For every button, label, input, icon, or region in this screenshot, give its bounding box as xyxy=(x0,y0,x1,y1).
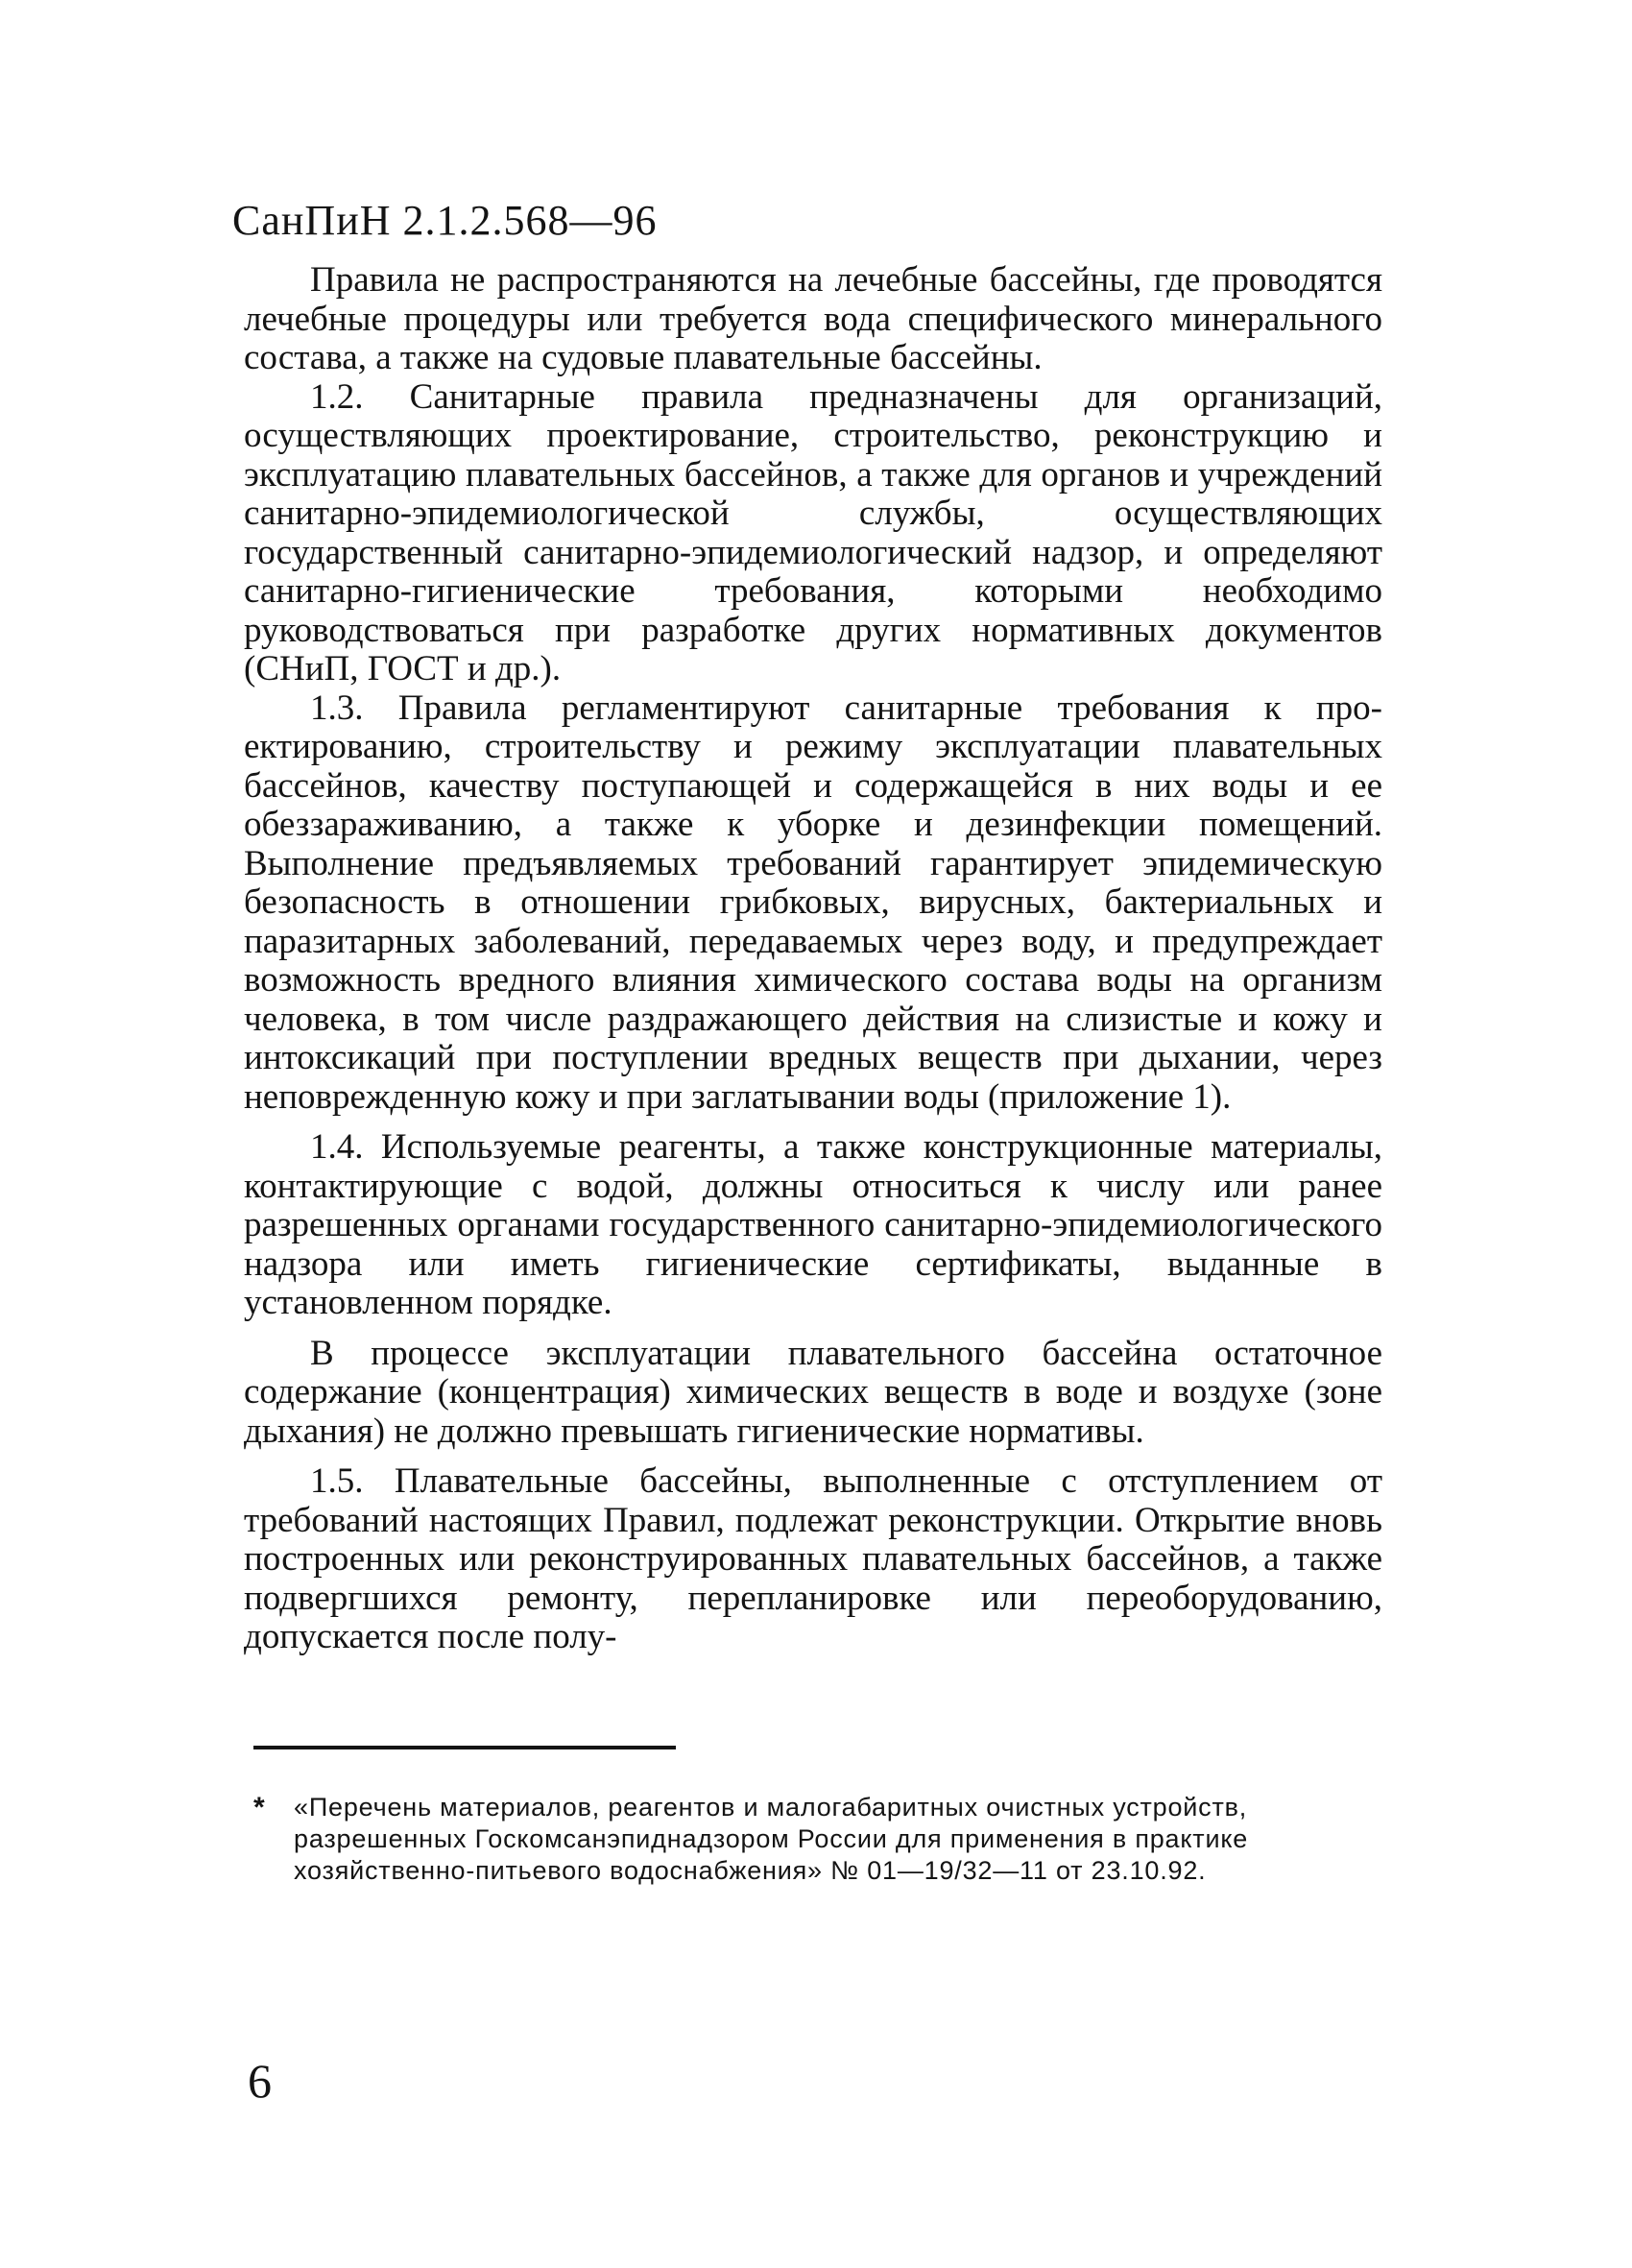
footnote xyxy=(253,1792,1357,1887)
paragraph-1-2: 1.2. Санитарные правила предназначены для организаций, осуществляющих проектирование, строительство, реконструкцию и эксплуатацию плавательных бассейнов, а также для органов и учреждений санитарно-эпидемиологической службы, осуществляющих государственный санитарно-эпидемиологический надзор, и определяют санитарно-гигиенические требования, которыми необходимо руководствоваться при разработке других нормативных документов (СНиП, ГОСТ и др.). xyxy=(244,376,1382,688)
running-header: СанПиН 2.1.2.568—96 xyxy=(232,197,658,244)
footnote-text: «Перечень материалов, реагентов и малогабаритных очистных устройств, разрешенных Госкомсанэпиднадзором России для применения в практике хозяйственно-питьевого водоснабжения» № 01—19/32—11 от 23.10.92. xyxy=(294,1793,1249,1885)
footnote-divider xyxy=(253,1746,676,1749)
paragraph-1-5: 1.5. Плавательные бассейны, выполненные с отступлением от требований настоящих Правил, подлежат реконструкции. Открытие вновь построенных или реконструированных плавательных бассейнов, а также подвергшихся ремонту, перепланировке или переоборудованию, допускается после полу- xyxy=(244,1461,1382,1656)
paragraph-1-3: 1.3. Правила регламентируют санитарные требования к проектированию, строительству и режиму эксплуатации плавательных бассейнов, качеству поступающей и содержащейся в них воды и ее обеззараживанию, а также к уборке и дезинфекции помещений. Выполнение предъявляемых требований гарантирует эпидемическую безопасность в отношении грибковых, вирусных, бактериальных и паразитарных заболеваний, передаваемых через воду, и предупреждает возможность вредного влияния химического состава воды на организм человека, в том числе раздражающего действия на слизистые и кожу и интоксикаций при поступлении вредных веществ при дыхании, через неповрежденную кожу и при заглатывании воды (приложение 1). xyxy=(244,688,1382,1117)
footnote-mark: * xyxy=(253,1792,266,1823)
body-text xyxy=(244,261,1382,1657)
paragraph-1-4: 1.4. Используемые реагенты, а также конструкционные материалы, контактирующие с водой, должны относиться к числу или ранее разрешенных органами государственного санитарно-эпидемиологического надзора или иметь гигиенические сертификаты, выданные в установленном порядке. xyxy=(244,1127,1382,1322)
paragraph-scope-exclusion: Правила не распространяются на лечебные бассейны, где проводятся лечебные процедуры или требуется вода специфического минерального состава, а также на судовые плавательные бассейны. xyxy=(244,260,1382,377)
paragraph-residual-content: В процессе эксплуатации плавательного бассейна остаточное содержание (концентрация) химических веществ в воде и воздухе (зоне дыхания) не должно превышать гигиенические нормативы. xyxy=(244,1333,1382,1451)
page-number: 6 xyxy=(248,2054,272,2108)
